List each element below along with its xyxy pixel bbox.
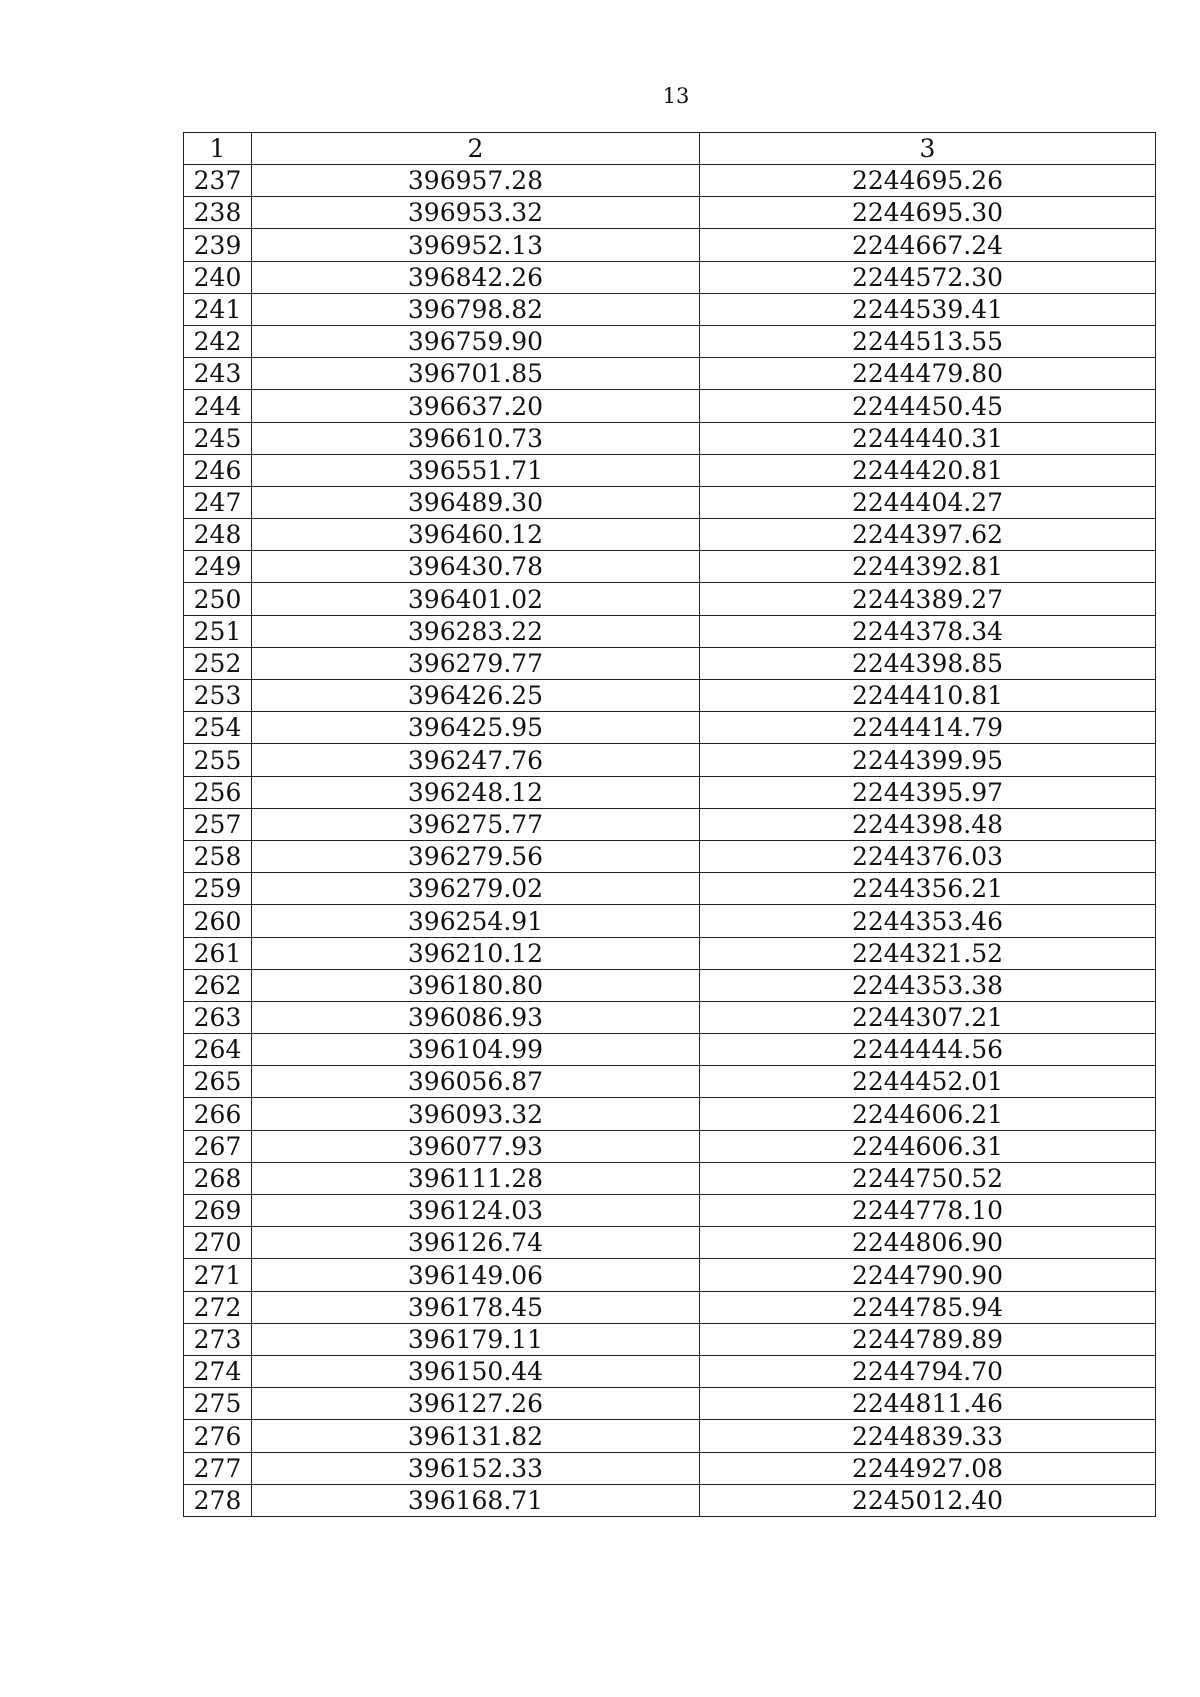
x-coordinate-cell: 396430.78 (252, 551, 700, 583)
x-coordinate-cell: 396425.95 (252, 712, 700, 744)
x-coordinate-cell: 396131.82 (252, 1420, 700, 1452)
y-coordinate-cell: 2244790.90 (700, 1259, 1156, 1291)
table-row (184, 873, 1156, 905)
x-coordinate-cell: 396180.80 (252, 969, 700, 1001)
x-coordinate-cell: 396489.30 (252, 486, 700, 518)
point-number-cell: 253 (184, 680, 252, 712)
point-number-cell: 269 (184, 1195, 252, 1227)
x-coordinate-cell: 396247.76 (252, 744, 700, 776)
x-coordinate-cell: 396150.44 (252, 1355, 700, 1387)
y-coordinate-cell: 2244479.80 (700, 358, 1156, 390)
point-number-cell: 248 (184, 519, 252, 551)
y-coordinate-cell: 2244399.95 (700, 744, 1156, 776)
point-number-cell: 274 (184, 1355, 252, 1387)
x-coordinate-cell: 396149.06 (252, 1259, 700, 1291)
y-coordinate-cell: 2245012.40 (700, 1484, 1156, 1516)
point-number-cell: 242 (184, 325, 252, 357)
point-number-cell: 258 (184, 840, 252, 872)
x-coordinate-cell: 396279.02 (252, 873, 700, 905)
x-coordinate-cell: 396104.99 (252, 1034, 700, 1066)
point-number-cell: 237 (184, 165, 252, 197)
x-coordinate-cell: 396124.03 (252, 1195, 700, 1227)
y-coordinate-cell: 2244695.30 (700, 197, 1156, 229)
point-number-cell: 265 (184, 1066, 252, 1098)
y-coordinate-cell: 2244606.31 (700, 1130, 1156, 1162)
point-number-cell: 275 (184, 1388, 252, 1420)
x-coordinate-cell: 396798.82 (252, 293, 700, 325)
table-row (184, 1355, 1156, 1387)
y-coordinate-cell: 2244353.38 (700, 969, 1156, 1001)
y-coordinate-cell: 2244778.10 (700, 1195, 1156, 1227)
point-number-cell: 254 (184, 712, 252, 744)
x-coordinate-cell: 396279.77 (252, 647, 700, 679)
x-coordinate-cell: 396077.93 (252, 1130, 700, 1162)
x-coordinate-cell: 396953.32 (252, 197, 700, 229)
table-row (184, 647, 1156, 679)
x-coordinate-cell: 396551.71 (252, 454, 700, 486)
x-coordinate-cell: 396093.32 (252, 1098, 700, 1130)
y-coordinate-cell: 2244606.21 (700, 1098, 1156, 1130)
table-row (184, 1452, 1156, 1484)
table-row (184, 165, 1156, 197)
table-row (184, 1066, 1156, 1098)
table-row (184, 229, 1156, 261)
point-number-cell: 263 (184, 1001, 252, 1033)
y-coordinate-cell: 2244452.01 (700, 1066, 1156, 1098)
table-row (184, 1259, 1156, 1291)
point-number-cell: 244 (184, 390, 252, 422)
x-coordinate-cell: 396056.87 (252, 1066, 700, 1098)
point-number-cell: 267 (184, 1130, 252, 1162)
y-coordinate-cell: 2244811.46 (700, 1388, 1156, 1420)
point-number-cell: 276 (184, 1420, 252, 1452)
x-coordinate-cell: 396178.45 (252, 1291, 700, 1323)
table-row (184, 840, 1156, 872)
table-row (184, 551, 1156, 583)
x-coordinate-cell: 396127.26 (252, 1388, 700, 1420)
table-row (184, 486, 1156, 518)
y-coordinate-cell: 2244440.31 (700, 422, 1156, 454)
coordinates-table (183, 132, 1156, 1517)
x-coordinate-cell: 396248.12 (252, 776, 700, 808)
table-header-row (184, 133, 1156, 165)
y-coordinate-cell: 2244410.81 (700, 680, 1156, 712)
x-coordinate-cell: 396401.02 (252, 583, 700, 615)
y-coordinate-cell: 2244695.26 (700, 165, 1156, 197)
table-row (184, 808, 1156, 840)
table-row (184, 969, 1156, 1001)
y-coordinate-cell: 2244420.81 (700, 454, 1156, 486)
point-number-cell: 277 (184, 1452, 252, 1484)
table-row (184, 358, 1156, 390)
point-number-cell: 245 (184, 422, 252, 454)
x-coordinate-cell: 396086.93 (252, 1001, 700, 1033)
y-coordinate-cell: 2244539.41 (700, 293, 1156, 325)
x-coordinate-cell: 396952.13 (252, 229, 700, 261)
y-coordinate-cell: 2244414.79 (700, 712, 1156, 744)
y-coordinate-cell: 2244397.62 (700, 519, 1156, 551)
x-coordinate-cell: 396179.11 (252, 1323, 700, 1355)
point-number-cell: 255 (184, 744, 252, 776)
y-coordinate-cell: 2244376.03 (700, 840, 1156, 872)
table-row (184, 744, 1156, 776)
table-row (184, 1195, 1156, 1227)
point-number-cell: 246 (184, 454, 252, 486)
y-coordinate-cell: 2244450.45 (700, 390, 1156, 422)
x-coordinate-cell: 396637.20 (252, 390, 700, 422)
y-coordinate-cell: 2244806.90 (700, 1227, 1156, 1259)
point-number-cell: 261 (184, 937, 252, 969)
x-coordinate-cell: 396610.73 (252, 422, 700, 454)
y-coordinate-cell: 2244389.27 (700, 583, 1156, 615)
y-coordinate-cell: 2244513.55 (700, 325, 1156, 357)
point-number-cell: 251 (184, 615, 252, 647)
y-coordinate-cell: 2244321.52 (700, 937, 1156, 969)
table-row (184, 325, 1156, 357)
header-cell-3: 3 (700, 133, 1156, 165)
point-number-cell: 249 (184, 551, 252, 583)
point-number-cell: 272 (184, 1291, 252, 1323)
y-coordinate-cell: 2244444.56 (700, 1034, 1156, 1066)
table-row (184, 1034, 1156, 1066)
point-number-cell: 273 (184, 1323, 252, 1355)
table-row (184, 680, 1156, 712)
point-number-cell: 239 (184, 229, 252, 261)
y-coordinate-cell: 2244839.33 (700, 1420, 1156, 1452)
table-row (184, 293, 1156, 325)
x-coordinate-cell: 396279.56 (252, 840, 700, 872)
y-coordinate-cell: 2244927.08 (700, 1452, 1156, 1484)
x-coordinate-cell: 396283.22 (252, 615, 700, 647)
table-row (184, 776, 1156, 808)
point-number-cell: 247 (184, 486, 252, 518)
y-coordinate-cell: 2244794.70 (700, 1355, 1156, 1387)
table-row (184, 1162, 1156, 1194)
point-number-cell: 238 (184, 197, 252, 229)
x-coordinate-cell: 396460.12 (252, 519, 700, 551)
point-number-cell: 270 (184, 1227, 252, 1259)
point-number-cell: 257 (184, 808, 252, 840)
x-coordinate-cell: 396210.12 (252, 937, 700, 969)
table-row (184, 1098, 1156, 1130)
x-coordinate-cell: 396168.71 (252, 1484, 700, 1516)
table-row (184, 197, 1156, 229)
y-coordinate-cell: 2244353.46 (700, 905, 1156, 937)
table-row (184, 1388, 1156, 1420)
x-coordinate-cell: 396957.28 (252, 165, 700, 197)
point-number-cell: 250 (184, 583, 252, 615)
table-row (184, 422, 1156, 454)
y-coordinate-cell: 2244398.85 (700, 647, 1156, 679)
point-number-cell: 268 (184, 1162, 252, 1194)
y-coordinate-cell: 2244572.30 (700, 261, 1156, 293)
table-row (184, 937, 1156, 969)
y-coordinate-cell: 2244750.52 (700, 1162, 1156, 1194)
x-coordinate-cell: 396701.85 (252, 358, 700, 390)
x-coordinate-cell: 396275.77 (252, 808, 700, 840)
x-coordinate-cell: 396759.90 (252, 325, 700, 357)
point-number-cell: 262 (184, 969, 252, 1001)
x-coordinate-cell: 396254.91 (252, 905, 700, 937)
table-row (184, 712, 1156, 744)
table-row (184, 1420, 1156, 1452)
point-number-cell: 256 (184, 776, 252, 808)
point-number-cell: 266 (184, 1098, 252, 1130)
table-row (184, 1484, 1156, 1516)
point-number-cell: 252 (184, 647, 252, 679)
y-coordinate-cell: 2244789.89 (700, 1323, 1156, 1355)
x-coordinate-cell: 396111.28 (252, 1162, 700, 1194)
y-coordinate-cell: 2244378.34 (700, 615, 1156, 647)
table-row (184, 905, 1156, 937)
header-cell-2: 2 (252, 133, 700, 165)
point-number-cell: 278 (184, 1484, 252, 1516)
y-coordinate-cell: 2244785.94 (700, 1291, 1156, 1323)
header-cell-1: 1 (184, 133, 252, 165)
table-row (184, 454, 1156, 486)
table-row (184, 1323, 1156, 1355)
y-coordinate-cell: 2244667.24 (700, 229, 1156, 261)
table-row (184, 1227, 1156, 1259)
table-row (184, 1001, 1156, 1033)
y-coordinate-cell: 2244356.21 (700, 873, 1156, 905)
x-coordinate-cell: 396126.74 (252, 1227, 700, 1259)
y-coordinate-cell: 2244404.27 (700, 486, 1156, 518)
x-coordinate-cell: 396426.25 (252, 680, 700, 712)
table-row (184, 615, 1156, 647)
table-row (184, 583, 1156, 615)
y-coordinate-cell: 2244398.48 (700, 808, 1156, 840)
point-number-cell: 243 (184, 358, 252, 390)
table-row (184, 1291, 1156, 1323)
point-number-cell: 260 (184, 905, 252, 937)
point-number-cell: 241 (184, 293, 252, 325)
point-number-cell: 240 (184, 261, 252, 293)
table-row (184, 519, 1156, 551)
table-row (184, 261, 1156, 293)
x-coordinate-cell: 396842.26 (252, 261, 700, 293)
point-number-cell: 264 (184, 1034, 252, 1066)
table-row (184, 390, 1156, 422)
y-coordinate-cell: 2244307.21 (700, 1001, 1156, 1033)
y-coordinate-cell: 2244392.81 (700, 551, 1156, 583)
point-number-cell: 271 (184, 1259, 252, 1291)
point-number-cell: 259 (184, 873, 252, 905)
y-coordinate-cell: 2244395.97 (700, 776, 1156, 808)
table-row (184, 1130, 1156, 1162)
x-coordinate-cell: 396152.33 (252, 1452, 700, 1484)
page-number: 13 (662, 84, 690, 108)
